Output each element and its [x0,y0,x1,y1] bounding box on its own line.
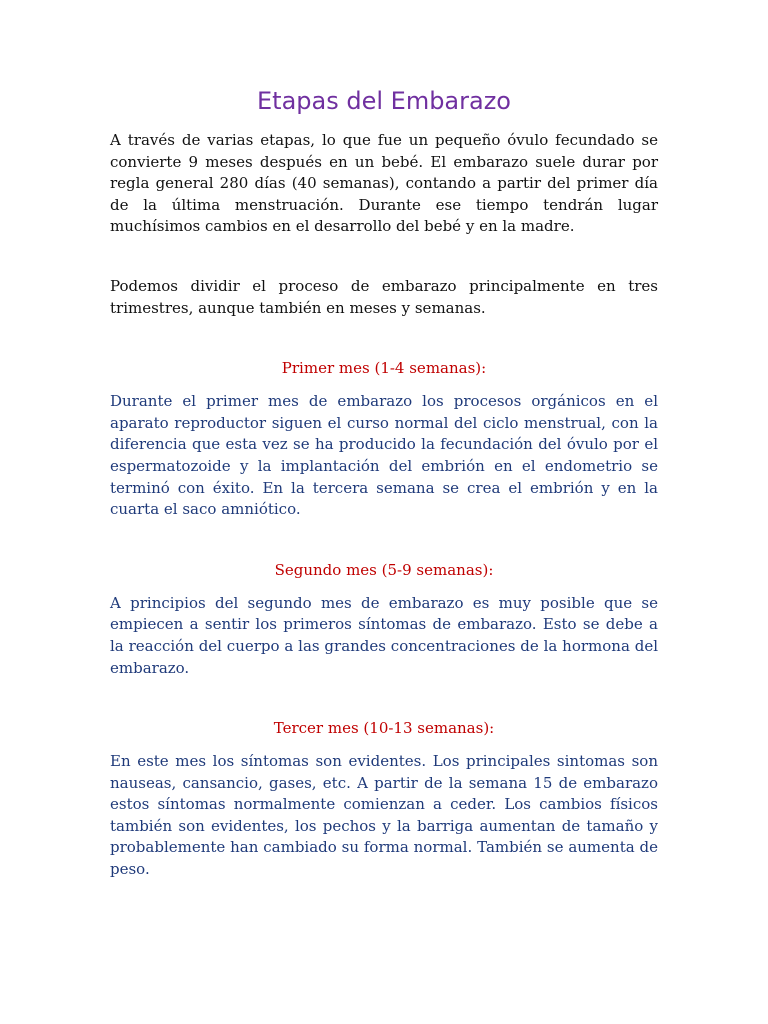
section-body-third-month: En este mes los síntomas son evidentes. Los principales sintomas son nauseas, cansancio, gases, etc. A partir de la semana 15 de embarazo estos síntomas normalmente comienzan a ceder. Los cambios físicos también son evidentes, los pechos y la barriga aumentan de tamaño y probablemente han cambiado su forma normal. También se aumenta de peso. [110,752,658,879]
section-body-second-month: A principios del segundo mes de embarazo es muy posible que se empiecen a sentir los primeros síntomas de embarazo. Esto se debe a la reacción del cuerpo a las grandes concentraciones de la hormona del embarazo. [110,593,658,677]
document-title: Etapas del Embarazo [257,87,511,115]
intro-paragraph-trimesters: Podemos dividir el proceso de embarazo principalmente en tres trimestres, aunque también en meses y semanas. [110,276,658,317]
document-page [110,84,658,881]
section-heading-third-month: Tercer mes (10-13 semanas): [273,719,495,738]
section-body-first-month: Durante el primer mes de embarazo los procesos orgánicos en el aparato reproductor siguen el curso normal del ciclo menstrual, con la diferencia que esta vez se ha producido la fecundación del óvulo por el espermatozoide y la implantación del embrión en el endometrio se terminó con éxito. En la tercera semana se crea el embrión y en la cuarta el saco amniótico. [110,392,658,519]
section-heading-second-month: Segundo mes (5-9 semanas): [274,560,494,579]
section-heading-first-month: Primer mes (1-4 semanas): [281,359,487,378]
intro-paragraph: A través de varias etapas, lo que fue un pequeño óvulo fecundado se convierte 9 meses después en un bebé. El embarazo suele durar por regla general 280 días (40 semanas), contando a partir del primer día de la última menstruación. Durante ese tiempo tendrán lugar muchísimos cambios en el desarrollo del bebé y en la madre. [110,131,658,236]
